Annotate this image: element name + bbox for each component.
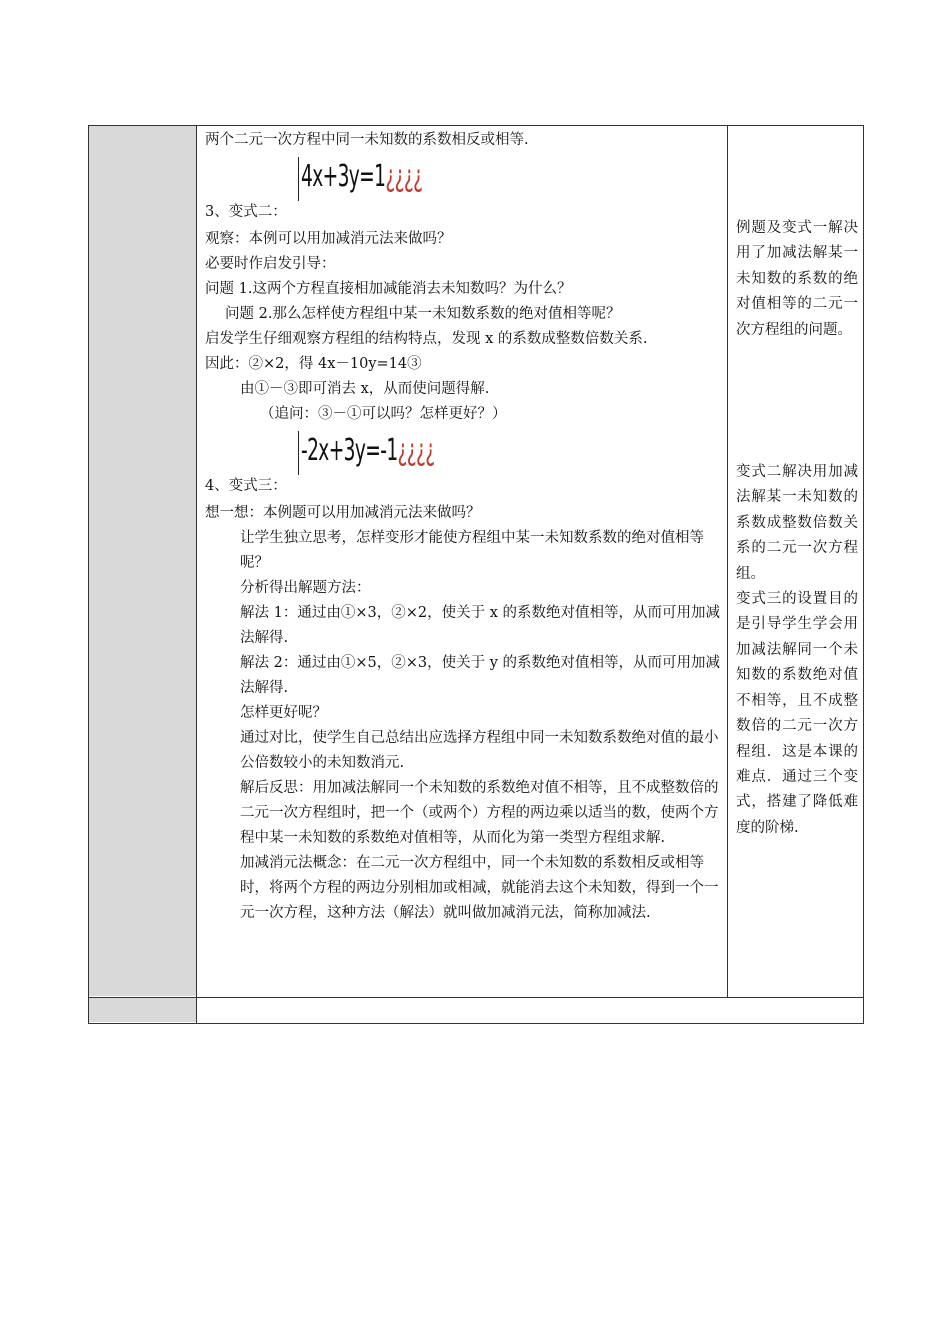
therefore-line: 因此：②×2，得 4x－10y=14③ — [205, 356, 422, 372]
variant3-equation — [301, 429, 435, 473]
variant3-equation-main: -2x+3y=-1 — [301, 433, 398, 468]
column-divider-1 — [196, 125, 197, 1024]
main-content — [205, 128, 720, 926]
think-line: 想一想：本例题可以用加减消元法来做吗？ — [205, 505, 481, 521]
method2-paragraph: 解法 2：通过由①×5，②×3，使关于 y 的系数绝对值相等，从而可用加减法解得. — [240, 655, 720, 696]
intro-line: 两个二元一次方程中同一未知数的系数相反或相等. — [205, 132, 529, 148]
guide-line: 必要时作启发引导： — [205, 256, 336, 272]
question1-line: 问题 1.这两个方程直接相加减能消去未知数吗？为什么？ — [205, 281, 572, 297]
column-divider-2 — [727, 125, 728, 997]
variant2-row — [205, 153, 720, 227]
independent-thinking-paragraph: 让学生独立思考，怎样变形才能使方程组中某一未知数系数的绝对值相等呢？ — [240, 530, 704, 571]
question2-line: 问题 2.那么怎样使方程组中某一未知数系数的绝对值相等呢？ — [225, 306, 621, 322]
side-notes — [736, 216, 858, 841]
eliminate-line: 由①－③即可消去 x，从而使问题得解. — [240, 381, 490, 397]
variant3-row — [205, 427, 720, 501]
table-border-top — [88, 125, 864, 126]
variant2-equation-main: 4x+3y=1 — [301, 159, 386, 194]
variant2-equation-junk: ¿¿¿¿ — [385, 159, 423, 194]
variant2-label: 3、变式二： — [205, 204, 287, 220]
variant3-label: 4、变式三： — [205, 478, 287, 494]
reflection-paragraph: 解后反思：用加减法解同一个未知数的系数绝对值不相等，且不成整数倍的二元一次方程组时，把一个（或两个）方程的两边乘以适当的数，使两个方程中某一未知数的系数绝对值相等，从而化为第一类型方程组求解. — [240, 780, 719, 846]
concept-paragraph: 加减消元法概念：在二元一次方程组中，同一个未知数的系数相反或相等时，将两个方程的两边分别相加或相减，就能消去这个未知数，得到一个一元一次方程，这种方法（解法）就叫做加减消元法，简称加减法. — [240, 855, 719, 921]
followup-line: （追问：③－①可以吗？怎样更好？） — [260, 406, 507, 422]
row-divider — [88, 997, 864, 998]
left-grey-cell — [89, 126, 196, 996]
table-border-right — [863, 125, 864, 1024]
table-border-bottom — [88, 1023, 864, 1024]
side-spacer — [736, 343, 858, 460]
bottom-grey-cell — [89, 998, 196, 1022]
method1-paragraph: 解法 1：通过由①×3，②×2，使关于 x 的系数绝对值相等，从而可用加减法解得. — [240, 605, 720, 646]
side-note-1: 例题及变式一解决用了加减法解某一未知数的系数的绝对值相等的二元一次方程组的问题。 — [736, 220, 858, 338]
table-border-left — [88, 125, 89, 1024]
side-note-2: 变式二解决用加减法解某一未知数的系数成整数倍数关系的二元一次方程组。 — [736, 464, 858, 582]
analysis-line: 分析得出解题方法： — [240, 580, 371, 596]
variant2-equation — [301, 155, 422, 199]
variant2-brace — [298, 157, 299, 201]
which-better-line: 怎样更好呢？ — [240, 705, 327, 721]
side-note-3: 变式三的设置目的是引导学生学会用加减法解同一个未知数的系数绝对值不相等，且不成整数倍的二元一次方程组．这是本课的难点．通过三个变式，搭建了降低难度的阶梯. — [736, 591, 858, 836]
compare-paragraph: 通过对比，使学生自己总结出应选择方程组中同一未知数系数绝对值的最小公倍数较小的未知数消元. — [240, 730, 719, 771]
inspire-paragraph: 启发学生仔细观察方程组的结构特点，发现 x 的系数成整数倍数关系. — [205, 331, 648, 347]
variant3-equation-junk: ¿¿¿¿ — [397, 433, 435, 468]
observe-line: 观察：本例可以用加减消元法来做吗？ — [205, 231, 452, 247]
variant3-brace — [298, 431, 299, 475]
